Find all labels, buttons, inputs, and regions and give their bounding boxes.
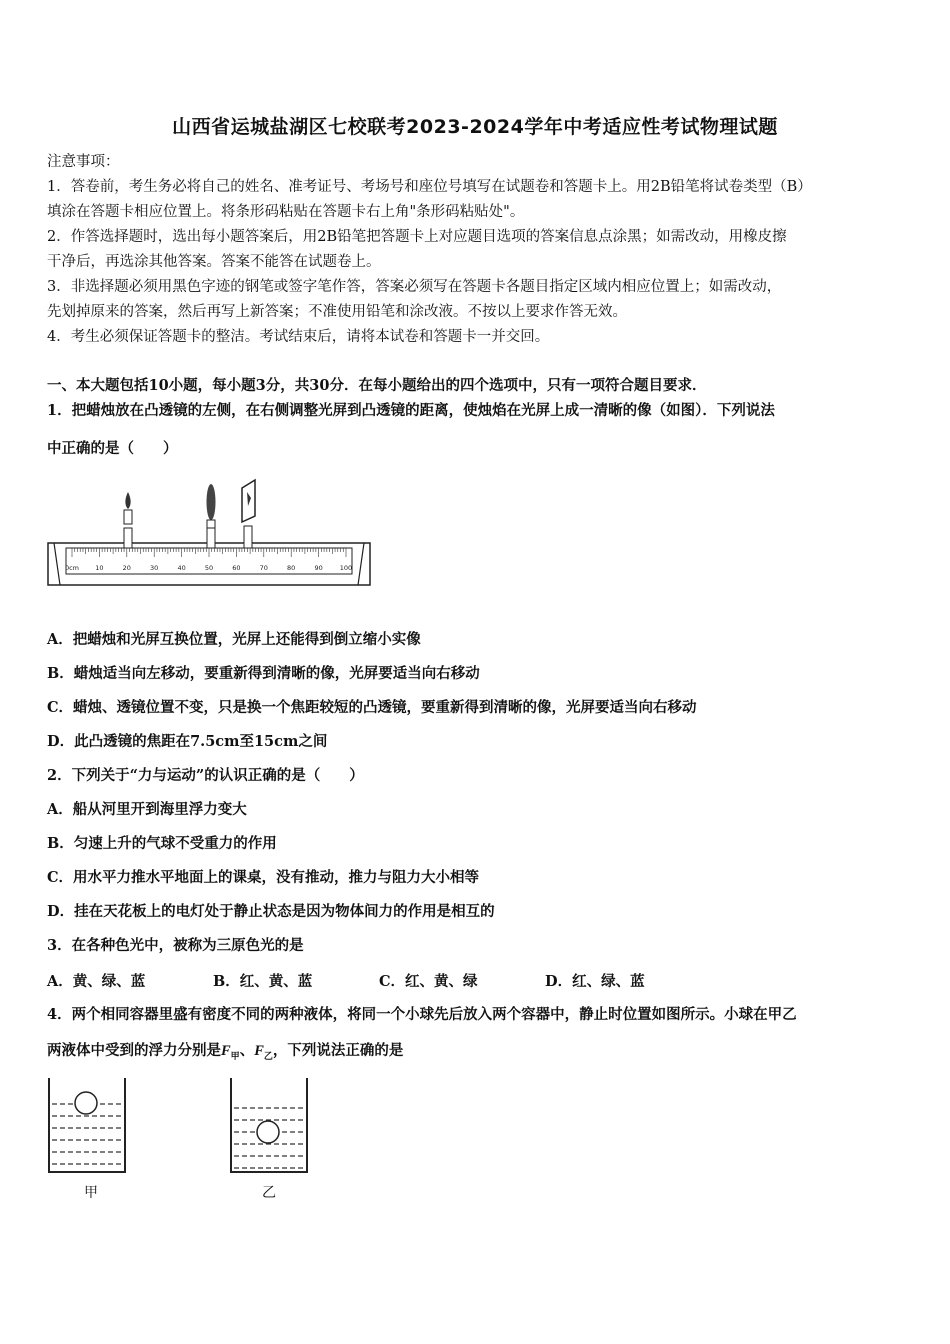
q1-stem-cont: 中正确的是（ ） [47, 440, 178, 457]
q4-stem: 4．两个相同容器里盛有密度不同的两种液体，将同一个小球先后放入两个容器中，静止时位置如图所示。小球在甲乙 [47, 1006, 797, 1023]
candle [124, 492, 132, 548]
notice-heading: 注意事项： [47, 154, 120, 170]
ruler-label: 80 [287, 564, 296, 572]
notice-line: 填涂在答题卡相应位置上。将条形码粘贴在答题卡右上角"条形码粘贴处"。 [47, 204, 525, 220]
container-yi-figure [228, 1074, 312, 1174]
force-symbol: F [221, 1043, 231, 1059]
ruler-label: 90 [314, 564, 323, 572]
ruler-label: 70 [259, 564, 268, 572]
label-yi: 乙 [262, 1185, 276, 1201]
q3-option-b: B．红、黄、蓝 [213, 973, 313, 990]
notice-line: 3．非选择题必须用黑色字迹的钢笔或签字笔作答，答案必须写在答题卡各题目指定区域内相应位置上；如需改动， [47, 279, 782, 295]
notice-line: 2．作答选择题时，选出每小题答案后，用2B铅笔把答题卡上对应题目选项的答案信息点涂黑；如需改动，用橡皮擦 [47, 229, 787, 245]
q3-stem: 3．在各种色光中，被称为三原色光的是 [47, 937, 304, 954]
notice-line: 干净后，再选涂其他答案。答案不能答在试题卷上。 [47, 254, 381, 270]
label-jia: 甲 [84, 1185, 98, 1201]
q2-option-a: A．船从河里开到海里浮力变大 [47, 801, 247, 818]
optical-bench-figure [46, 478, 376, 590]
q3-option-d: D．红、绿、蓝 [545, 973, 645, 990]
q1-stem: 1．把蜡烛放在凸透镜的左侧，在右侧调整光屏到凸透镜的距离，使烛焰在光屏上成一清晰的像（如图）．下列说法 [47, 402, 775, 419]
q3-option-a: A．黄、绿、蓝 [47, 973, 146, 990]
notice-line: 1．答卷前，考生务必将自己的姓名、准考证号、考场号和座位号填写在试题卷和答题卡上。用2B铅笔将试卷类型（B） [47, 179, 812, 195]
ruler-label: 20 [122, 564, 131, 572]
ball [257, 1121, 279, 1143]
ruler-label: 50 [204, 564, 214, 572]
container-jia-figure [46, 1074, 130, 1174]
light-screen [242, 480, 255, 548]
force-symbol: F [254, 1043, 264, 1059]
q2-option-d: D．挂在天花板上的电灯处于静止状态是因为物体间力的作用是相互的 [47, 903, 495, 920]
q4-stem-cont: 两液体中受到的浮力分别是$F_甲$、$F_乙$，下列说法正确的是 [47, 1042, 404, 1062]
q2-option-c: C．用水平力推水平地面上的课桌，没有推动，推力与阻力大小相等 [47, 869, 480, 886]
q1-option-b: B．蜡烛适当向左移动，要重新得到清晰的像，光屏要适当向右移动 [47, 665, 480, 682]
ruler-label: 30 [150, 564, 159, 572]
notice-line: 先划掉原来的答案，然后再写上新答案；不准使用铅笔和涂改液。不按以上要求作答无效。 [47, 304, 627, 320]
q3-options [47, 970, 645, 991]
q1-option-a: A．把蜡烛和光屏互换位置，光屏上还能得到倒立缩小实像 [47, 631, 421, 648]
ruler-label: 100 [339, 564, 353, 572]
convex-lens [207, 484, 216, 548]
notice-line: 4．考生必须保证答题卡的整洁。考试结束后，请将本试卷和答题卡一并交回。 [47, 329, 550, 345]
ruler-label: 10 [95, 564, 104, 572]
q1-option-c: C．蜡烛、透镜位置不变，只是换一个焦距较短的凸透镜，要重新得到清晰的像，光屏要适当向右移动 [47, 699, 697, 716]
q2-option-b: B．匀速上升的气球不受重力的作用 [47, 835, 277, 852]
section-heading: 一、本大题包括10小题，每小题3分，共30分．在每小题给出的四个选项中，只有一项符合题目要求． [47, 377, 707, 394]
ruler-label: 60 [232, 564, 241, 572]
q2-stem: 2．下列关于“力与运动”的认识正确的是（ ） [47, 767, 364, 784]
ruler-label: 40 [177, 564, 186, 572]
page-title: 山西省运城盐湖区七校联考2023-2024学年中考适应性考试物理试题 [172, 116, 778, 138]
q1-option-d: D．此凸透镜的焦距在7.5cm至15cm之间 [47, 733, 328, 750]
q3-option-c: C．红、黄、绿 [379, 973, 478, 990]
ball [75, 1092, 97, 1114]
ruler-label: 0cm [64, 564, 80, 572]
